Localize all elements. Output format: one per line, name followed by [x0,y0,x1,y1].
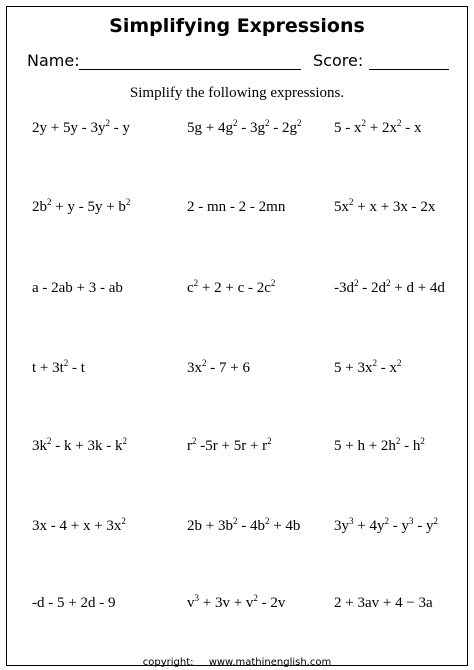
score-label: Score: [313,51,364,70]
problem-r3-c2: $c^2 + 2 + c - 2c^2$ [187,278,276,296]
problem-r4-c1: $t + 3t^2 - t$ [32,358,85,376]
site-url: www.mathinenglish.com [208,657,332,668]
problem-r6-c3: $3y^3 + 4y^2 - y^3 - y^2$ [334,516,438,534]
problem-r6-c1: $3x - 4 + x + 3x^2$ [32,516,126,534]
problem-r7-c3: 2 + 3av + 4 − 3a [334,595,433,611]
problem-r5-c1: $3k^2 - k + 3k - k^2$ [32,436,127,454]
problem-r2-c2: 2 - mn - 2 - 2mn [187,199,286,215]
name-label: Name: [27,51,80,70]
problem-r1-c2: $5g + 4g^2 - 3g^2 - 2g^2$ [187,118,302,136]
problem-r7-c2: $v^3 + 3v + v^2 - 2v$ [187,593,286,611]
worksheet-page [6,6,468,666]
footer [7,657,467,668]
worksheet-title: Simplifying Expressions [109,15,365,37]
problem-r6-c2: $2b + 3b^2 - 4b^2 + 4b$ [187,516,301,534]
score-blank-line [369,69,449,70]
problem-r5-c2: $r^2$ $-5r + 5r + r^2$ [187,436,272,454]
problem-r5-c3: $5 + h + 2h^2 - h^2$ [334,436,425,454]
problem-r1-c3: $5 - x^2 + 2x^2 - x$ [334,118,422,136]
instruction-text: Simplify the following expressions. [129,85,345,101]
problem-r1-c1: $2y + 5y - 3y^2 - y$ [32,118,130,136]
problem-r3-c3: $-3d^2 - 2d^2 + d + 4d$ [334,278,445,296]
problem-r2-c3: $5x^2 + x + 3x - 2x$ [334,197,436,215]
problem-r3-c1: a - 2ab + 3 - ab [32,280,123,296]
problem-r2-c1: $2b^2 + y - 5y + b^2$ [32,197,131,215]
copyright-label: copyright: [142,657,194,668]
problem-r4-c2: $3x^2 - 7 + 6$ [187,358,250,376]
problem-r7-c1: -d - 5 + 2d - 9 [32,595,116,611]
problem-r4-c3: $5 + 3x^2 - x^2$ [334,358,402,376]
name-blank-line [79,69,301,70]
